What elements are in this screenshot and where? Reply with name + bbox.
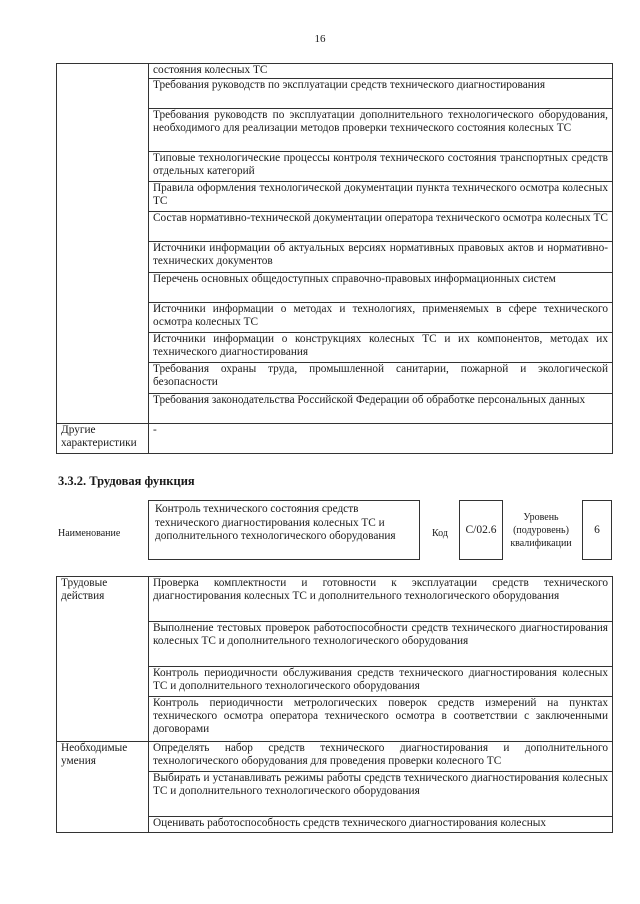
code-label: Код	[432, 528, 448, 539]
code-value-box: С/02.6	[459, 500, 503, 560]
knowledge-item: Требования руководств по эксплуатации средств технического диагностирования	[149, 79, 613, 109]
skill-item: Оценивать работоспособность средств технического диагностирования колесных	[149, 817, 613, 833]
page-number: 16	[314, 33, 326, 45]
labor-actions-label: Трудовые действия	[57, 577, 149, 742]
knowledge-item: Правила оформления технологической документации пункта технического осмотра колесных ТС	[149, 182, 613, 212]
labor-action-item: Контроль периодичности обслуживания средств технического диагностирования колесных ТС и дополнительного технологического оборудования	[149, 667, 613, 697]
function-name-box: Контроль технического состояния средств технического диагностирования колесных ТС и дополнительного технологического оборудования	[148, 500, 420, 560]
qualification-level-box: 6	[582, 500, 612, 560]
knowledge-item: Состав нормативно-технической документации оператора технического осмотра колесных ТС	[149, 212, 613, 242]
required-skills-label: Необходимые умения	[57, 742, 149, 833]
name-label: Наименование	[58, 528, 121, 539]
labor-function-table	[56, 576, 613, 833]
knowledge-item: Типовые технологические процессы контроля технического состояния транспортных средств отдельных категорий	[149, 152, 613, 182]
knowledge-item: Требования законодательства Российской Федерации об обработке персональных данных	[149, 394, 613, 424]
knowledge-item: состояния колесных ТС	[149, 64, 613, 79]
knowledge-item: Источники информации об актуальных версиях нормативных правовых актов и нормативно-технических документов	[149, 242, 613, 273]
knowledge-item: Перечень основных общедоступных справочно-правовых информационных систем	[149, 273, 613, 303]
section-heading: 3.3.2. Трудовая функция	[58, 474, 195, 488]
knowledge-label-cell	[57, 64, 149, 424]
other-characteristics-label: Другие характеристики	[57, 424, 149, 454]
labor-action-item: Проверка комплектности и готовности к эксплуатации средств технического диагностирования колесных ТС и дополнительного технологического оборудования	[149, 577, 613, 622]
knowledge-item: Требования руководств по эксплуатации дополнительного технологического оборудования, необходимого для реализации методов проверки технического состояния колесных ТС	[149, 109, 613, 152]
other-characteristics-value: -	[149, 424, 613, 454]
knowledge-item: Источники информации о методах и технологиях, применяемых в сфере технического осмотра колесных ТС	[149, 303, 613, 333]
labor-action-item: Контроль периодичности метрологических поверок средств измерений на пунктах технического осмотра оператора технического осмотра в соответствии с заключенными договорами	[149, 697, 613, 742]
labor-action-item: Выполнение тестовых проверок работоспособности средств технического диагностирования колесных ТС и дополнительного технологического оборудования	[149, 622, 613, 667]
knowledge-item: Требования охраны труда, промышленной санитарии, пожарной и экологической безопасности	[149, 363, 613, 394]
skill-item: Определять набор средств технического диагностирования и дополнительного технологического оборудования для проведения проверки колесного ТС	[149, 742, 613, 772]
qualification-level-label: Уровень (подуровень) квалификации	[510, 512, 572, 549]
knowledge-item: Источники информации о конструкциях колесных ТС и их компонентов, методах их технического диагностирования	[149, 333, 613, 363]
knowledge-table	[56, 63, 613, 454]
skill-item: Выбирать и устанавливать режимы работы средств технического диагностирования колесных ТС и дополнительного технологического оборудования	[149, 772, 613, 817]
